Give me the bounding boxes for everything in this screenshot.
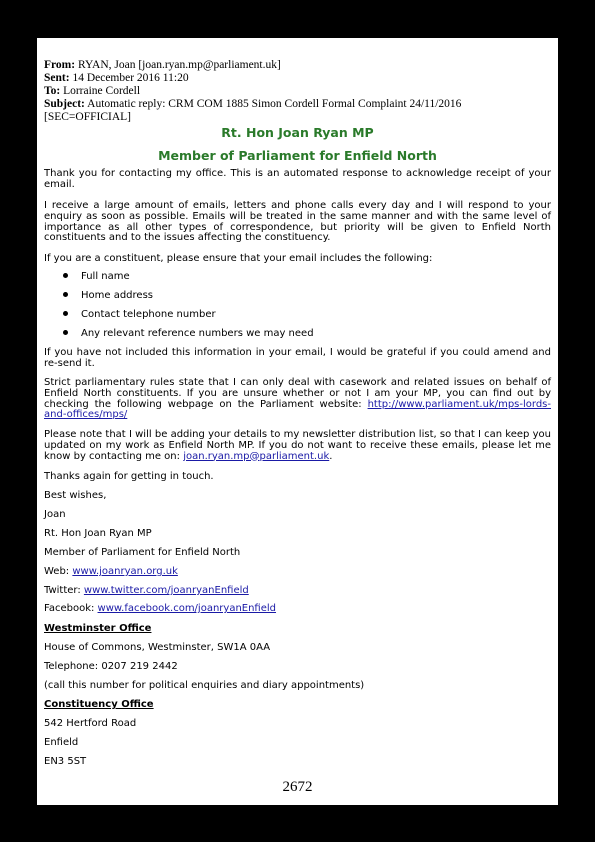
subject-line [44, 98, 461, 111]
constituency-line1: 542 Hertford Road [44, 718, 137, 729]
paragraph-volume: I receive a large amount of emails, letters and phone calls every day and I will respond to your enquiry as soon as possible. Emails will be treated in the same manner and with the same level of importance as all other types of correspondence, but priority will be given to Enfield North constituents and to the issues affecting the constituency. [44, 200, 551, 244]
rules-text: Strict parliamentary rules state that I can only deal with casework and related issues on behalf of Enfield North constituents. If you are unsure whether or not I am your MP, you can find out by checking the following webpage on the Parliament website: [44, 377, 551, 410]
list-item-text: Full name [81, 271, 130, 282]
sent-line [44, 72, 189, 85]
list-item [63, 290, 153, 302]
signoff-line: Joan [44, 509, 66, 520]
paragraph-constituent: If you are a constituent, please ensure that your email includes the following: [44, 253, 433, 264]
wishes-line: Best wishes, [44, 490, 107, 501]
bullet-icon [63, 292, 68, 297]
constituency-line2: Enfield [44, 737, 79, 748]
from-value: RYAN, Joan [joan.ryan.mp@parliament.uk] [77, 59, 281, 71]
facebook-link[interactable]: www.facebook.com/joanryanEnfield [97, 603, 277, 614]
newsletter-text: Please note that I will be adding your details to my newsletter distribution list, so that I can keep you updated on my work as Enfield North MP. If you do not want to receive these emails, please let me know by contacting me on: [44, 429, 551, 462]
thanks-line: Thanks again for getting in touch. [44, 471, 214, 482]
paragraph-rules [44, 378, 551, 421]
heading-name: Rt. Hon Joan Ryan MP [221, 125, 374, 140]
to-label: To: [44, 85, 61, 97]
westminster-address: House of Commons, Westminster, SW1A 0AA [44, 642, 271, 653]
web-link[interactable]: www.joanryan.org.uk [72, 566, 178, 577]
westminster-note: (call this number for political enquiries and diary appointments) [44, 680, 365, 691]
subject-value: Automatic reply: CRM COM 1885 Simon Cordell Formal Complaint 24/11/2016 [87, 98, 462, 110]
list-item-text: Home address [81, 290, 153, 301]
list-item [63, 309, 216, 321]
from-label: From: [44, 59, 76, 71]
web-label: Web: [44, 566, 73, 577]
constituency-title: Constituency Office [44, 699, 154, 710]
twitter-link[interactable]: www.twitter.com/joanryanEnfield [83, 585, 249, 596]
list-item-text: Contact telephone number [81, 309, 216, 320]
heading-role: Member of Parliament for Enfield North [158, 148, 437, 163]
bullet-icon [63, 330, 68, 335]
paragraph-newsletter [44, 430, 551, 462]
from-line [44, 59, 281, 72]
paragraph-thanks: Thank you for contacting my office. This is an automated response to acknowledge receipt of your email. [44, 168, 551, 190]
list-item-text: Any relevant reference numbers we may need [81, 328, 314, 339]
westminster-title: Westminster Office [44, 623, 152, 634]
constituency-line3: EN3 5ST [44, 756, 87, 767]
parliament-link[interactable]: http://www.parliament.uk/mps-lords-and-offices/mps/ [44, 398, 551, 421]
list-item [63, 328, 314, 340]
signature-role: Member of Parliament for Enfield North [44, 547, 241, 558]
twitter-label: Twitter: [44, 585, 84, 596]
web-line [44, 566, 178, 578]
facebook-line [44, 603, 276, 615]
twitter-line [44, 585, 249, 597]
westminster-phone: Telephone: 0207 219 2442 [44, 661, 178, 672]
list-item [63, 271, 130, 283]
sent-label: Sent: [44, 72, 70, 84]
signature-name: Rt. Hon Joan Ryan MP [44, 528, 152, 539]
bullet-icon [63, 273, 68, 278]
document-page [37, 38, 558, 805]
page-number: 2672 [282, 779, 313, 795]
to-line [44, 85, 140, 98]
bullet-icon [63, 311, 68, 316]
sent-value: 14 December 2016 11:20 [72, 72, 189, 84]
to-value: Lorraine Cordell [63, 85, 141, 97]
facebook-label: Facebook: [44, 603, 98, 614]
email-link[interactable]: joan.ryan.mp@parliament.uk [183, 450, 330, 462]
newsletter-end: . [329, 450, 333, 462]
paragraph-amend: If you have not included this information in your email, I would be grateful if you could amend and re-send it. [44, 347, 551, 369]
subject-label: Subject: [44, 98, 85, 110]
classification: [SEC=OFFICIAL] [44, 111, 131, 123]
